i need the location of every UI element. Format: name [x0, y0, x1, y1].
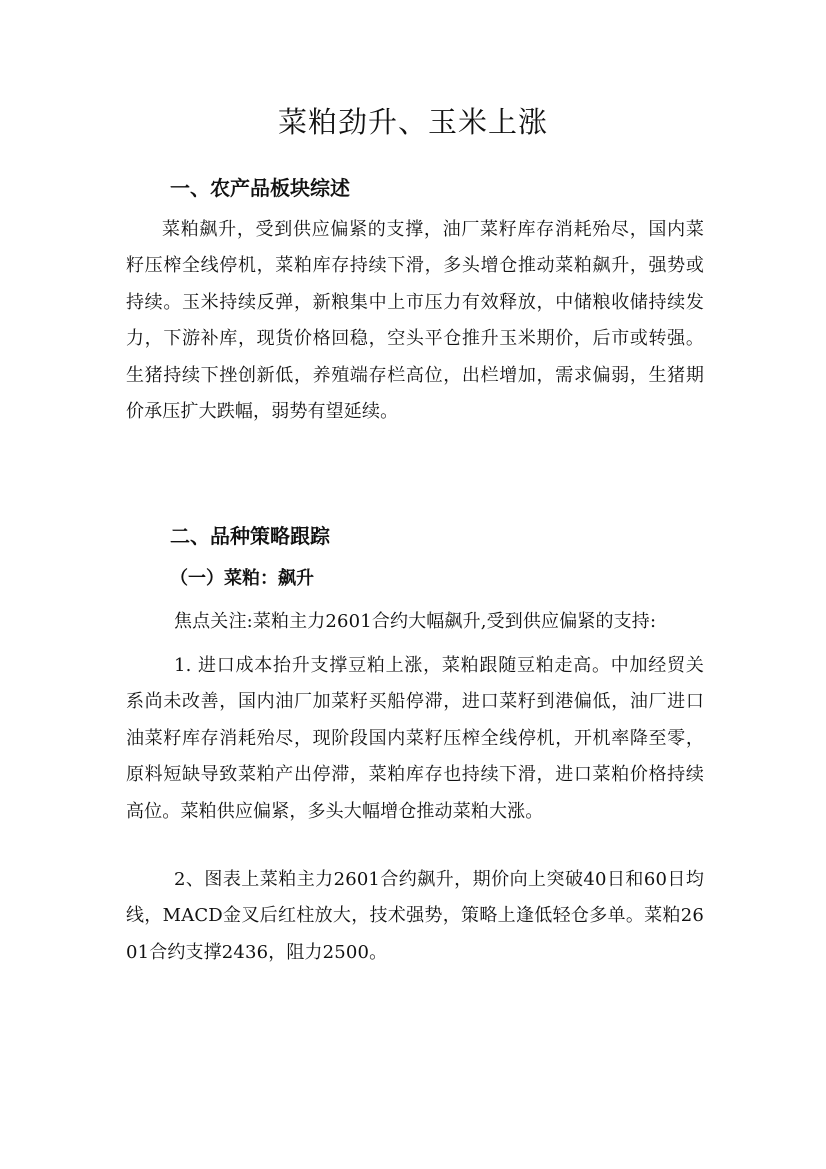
focus-paragraph: 焦点关注:菜粕主力2601合约大幅飙升,受到供应偏紧的支持: [174, 611, 657, 632]
point-1-paragraph: 1. 进口成本抬升支撑豆粕上涨，菜粕跟随豆粕走高。中加经贸关系尚未改善，国内油厂加菜籽买船停滞，进口菜籽到港偏低，油厂进口油菜籽库存消耗殆尽，现阶段国内菜籽压榨全线停机，开机率降至零，原料短缺导致菜粕产出停滞，菜粕库存也持续下滑，进口菜粕价格持续高位。菜粕供应偏紧，多头大幅增仓推动菜粕大涨。 [126, 655, 704, 822]
overview-paragraph: 菜粕飙升，受到供应偏紧的支撑，油厂菜籽库存消耗殆尽，国内菜籽压榨全线停机，菜粕库存持续下滑，多头增仓推动菜粕飙升，强势或持续。玉米持续反弹，新粮集中上市压力有效释放，中储粮收储持续发力，下游补库，现货价格回稳，空头平仓推升玉米期价，后市或转强。生猪持续下挫创新低，养殖端存栏高位，出栏增加，需求偏弱，生猪期价承压扩大跌幅，弱势有望延续。 [126, 219, 704, 423]
subsection-heading-rapeseed-meal: （一）菜粕：飙升 [170, 568, 314, 589]
section-heading-strategy: 二、品种策略跟踪 [170, 524, 330, 548]
point-2-paragraph: 2、图表上菜粕主力2601合约飙升，期价向上突破40日和60日均线，MACD金叉后红柱放大，技术强势，策略上逢低轻仓多单。菜粕2601合约支撑2436，阻力2500。 [126, 869, 704, 963]
document-title: 菜粕劲升、玉米上涨 [277, 105, 548, 139]
section-heading-overview: 一、农产品板块综述 [170, 176, 350, 200]
